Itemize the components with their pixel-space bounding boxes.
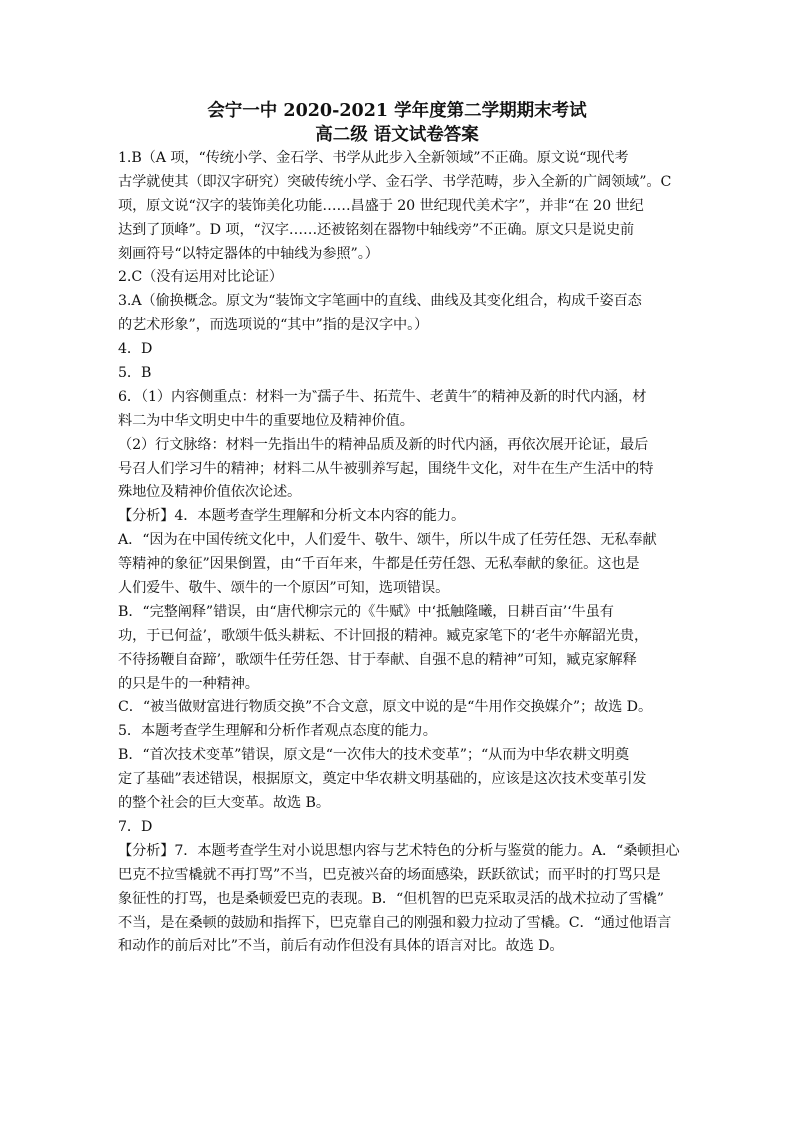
text-line: 人们爱牛、敬牛、颂牛的一个原因”可知，选项错误。: [118, 580, 450, 597]
text-line: 的整个社会的巨大变革。故选 B。: [118, 795, 330, 812]
text-line: B．“完整阐释”错误，由“唐代柳宗元的《牛赋》中‘抵触隆曦，日耕百亩’‘牛虽有: [118, 603, 614, 620]
document-subtitle: 高二级 语文试卷答案: [315, 125, 479, 145]
text-line: B．“首次技术变革”错误，原文是“一次伟大的技术变革”；“从而为中华农耕文明奠: [118, 747, 629, 764]
text-line: 6．（1）内容侧重点：材料一为‶孺子牛、拓荒牛、老黄牛″的精神及新的时代内涵，材: [118, 388, 647, 405]
text-line: 达到了顶峰”。D 项，“汉字……还被铭刻在器物中轴线旁”不正确。原文只是说史前: [118, 221, 635, 238]
text-line: 象征性的打骂，也是桑顿爱巴克的表现。B．“但机智的巴克采取灵活的战术拉动了雪橇”: [118, 890, 664, 907]
text-line: 3.A（偷换概念。原文为“装饰文字笔画中的直线、曲线及其变化组合，构成千姿百态: [118, 293, 642, 310]
text-line: 【分析】7．本题考查学生对小说思想内容与艺术特色的分析与鉴赏的能力。A．“桑顿担心: [118, 842, 680, 859]
text-line: （2）行文脉络：材料一先指出牛的精神品质及新的时代内涵，再依次展开论证，最后: [118, 436, 649, 453]
text-line: 号召人们学习牛的精神；材料二从牛被驯养写起，围绕牛文化，对牛在生产生活中的特: [118, 460, 654, 477]
text-line: 刻画符号“以特定器体的中轴线为参照”。）: [118, 245, 379, 262]
text-line: 和动作的前后对比”不当，前后有动作但没有具体的语言对比。故选 D。: [118, 938, 564, 955]
text-line: 项，原文说“汉字的装饰美化功能……昌盛于 20 世纪现代美术字”，并非“在 20 世纪: [118, 197, 644, 214]
text-line: 定了基础”表述错误，根据原文，奠定中华农耕文明基础的，应该是这次技术变革引发: [118, 771, 647, 788]
text-line: 不待扬鞭自奋蹄’，歌颂牛任劳任怨、甘于奉献、自强不息的精神”可知，臧克家解释: [118, 651, 637, 668]
text-line: 等精神的象征”因果倒置，由“千百年来，牛都是任劳任怨、无私奉献的象征。这也是: [118, 556, 640, 573]
text-line: 巴克不拉雪橇就不再打骂”不当，巴克被兴奋的场面感染，跃跃欲试；而平时的打骂只是: [118, 866, 661, 883]
text-line: C．“被当做财富进行物质交换”不合文意，原文中说的是“牛用作交换媒介”；故选 D。: [118, 699, 653, 716]
text-line: 2.C（没有运用对比论证）: [118, 269, 283, 286]
text-line: 7．D: [118, 818, 153, 835]
text-line: 5．B: [118, 365, 152, 382]
text-line: 的艺术形象”，而选项说的“其中”指的是汉字中。）: [118, 317, 429, 334]
text-line: 4．D: [118, 341, 153, 358]
document-title: 会宁一中 2020-2021 学年度第二学期期末考试: [207, 101, 587, 121]
text-line: 的只是牛的一种精神。: [118, 675, 259, 692]
text-line: 1.B（A 项，“传统小学、金石学、书学从此步入全新领域”不正确。原文说“现代考: [118, 150, 629, 166]
text-line: 古学就使其（即汉字研究）突破传统小学、金石学、书学范畴，步入全新的广阔领域”。C: [118, 173, 672, 190]
text-line: 殊地位及精神价值依次论述。: [118, 484, 302, 501]
text-line: 不当，是在桑顿的鼓励和指挥下，巴克靠自己的刚强和毅力拉动了雪橇。C．“通过他语言: [118, 914, 672, 931]
text-line: 功，于已何益’，歌颂牛低头耕耘、不计回报的精神。臧克家笔下的‘老牛亦解韶光贵，: [118, 627, 649, 644]
answer-body: [118, 147, 688, 959]
text-line: 5．本题考查学生理解和分析作者观点态度的能力。: [118, 723, 437, 740]
text-line: 料二为中华文明史中牛的重要地位及精神价值。: [118, 412, 414, 429]
text-line: A．“因为在中国传统文化中，人们爱牛、敬牛、颂牛，所以牛成了任劳任怨、无私奉献: [118, 532, 657, 549]
text-line: 【分析】4．本题考查学生理解和分析文本内容的能力。: [118, 508, 466, 525]
